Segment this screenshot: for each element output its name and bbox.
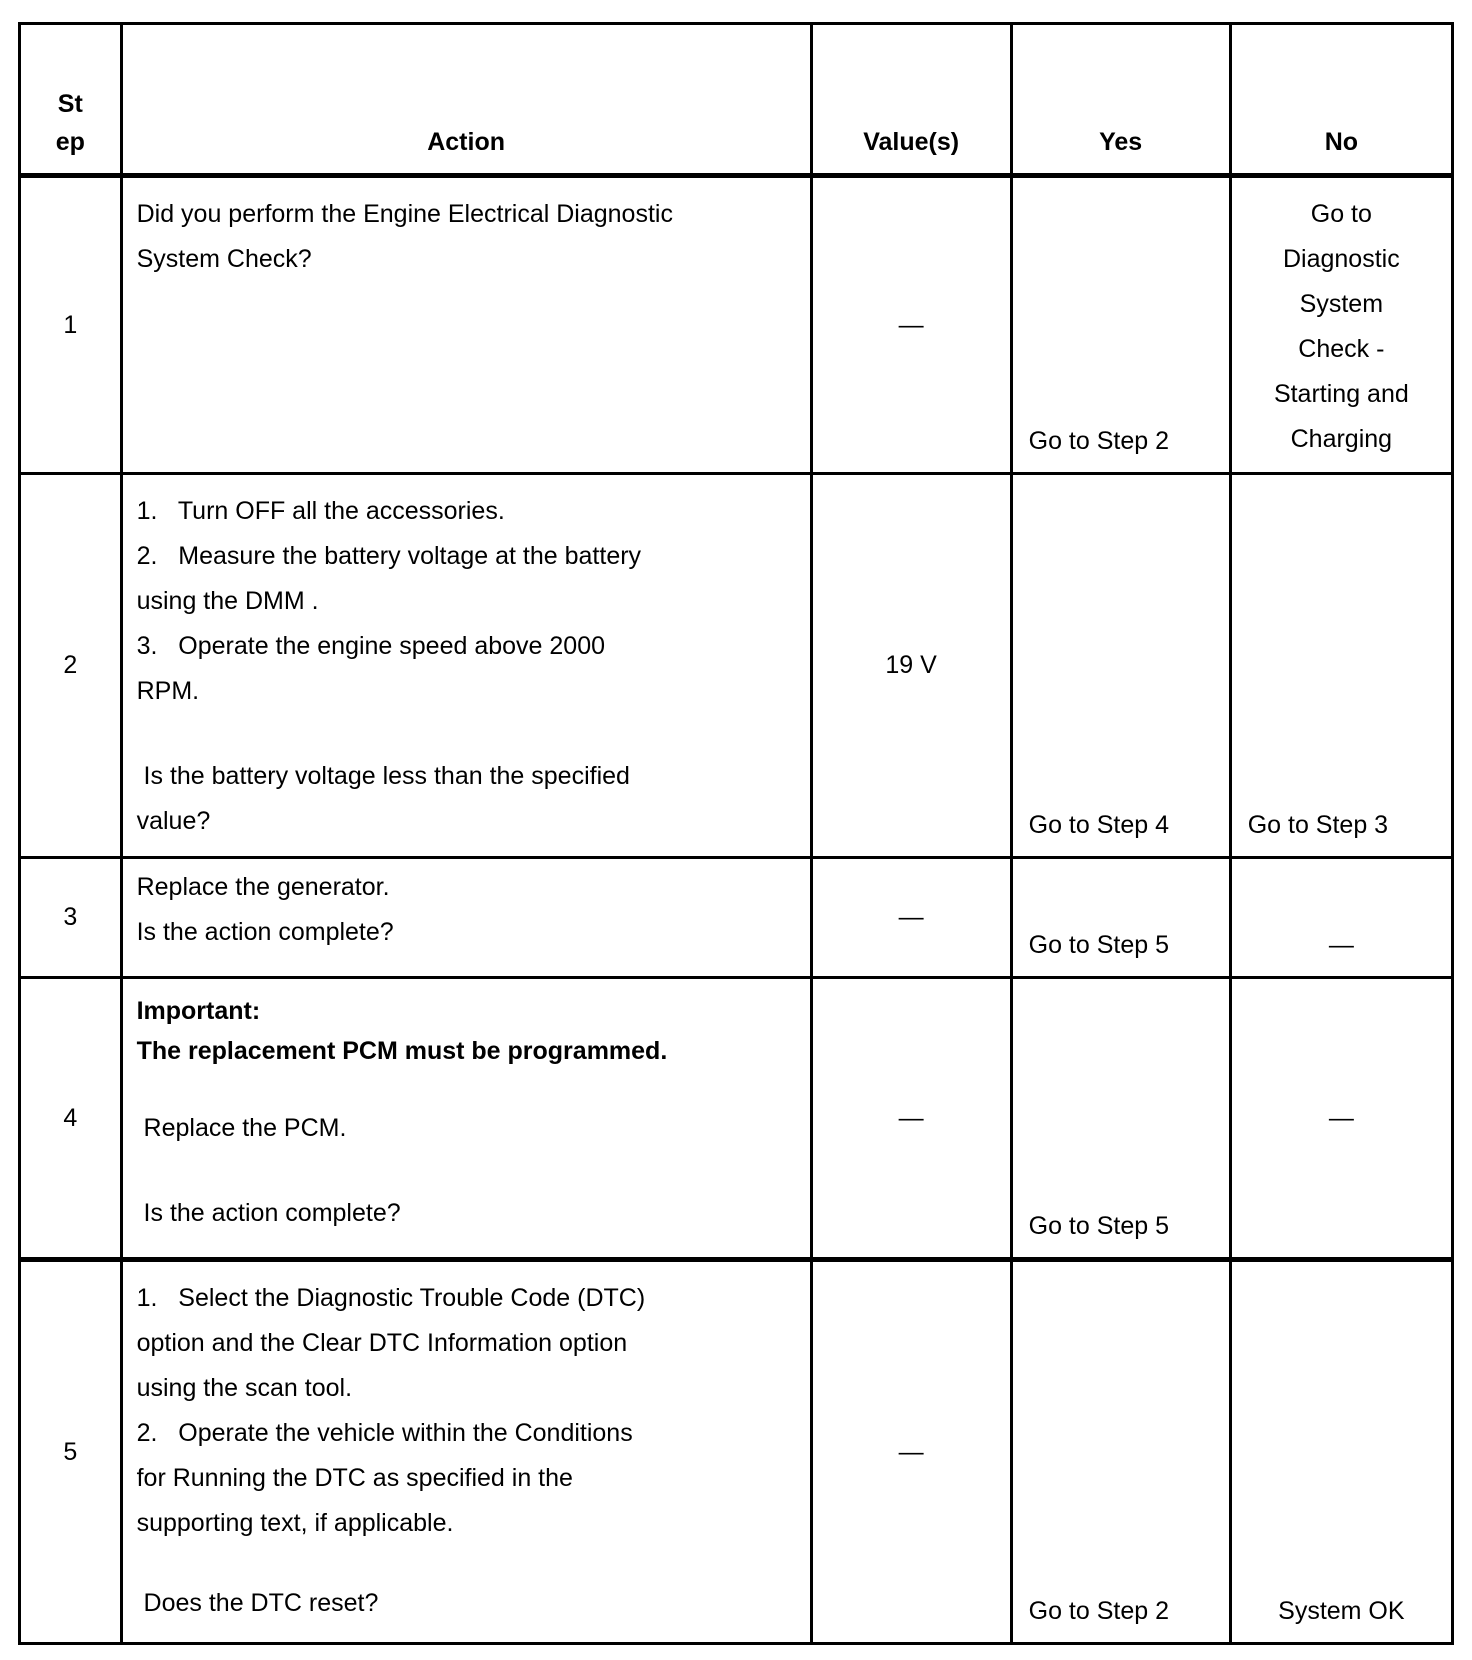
action-cell: Replace the generator. Is the action complete? [121, 858, 811, 978]
action-cell: Important: The replacement PCM must be programmed. Replace the PCM. Is the action complete? [121, 978, 811, 1260]
important-label: Important: [136, 997, 261, 1025]
no-cell: Go to Diagnostic System Check - Starting and Charging [1230, 176, 1452, 474]
step-number: 1 [20, 176, 122, 474]
value-cell: — [811, 176, 1011, 474]
yes-cell: Go to Step 5 [1011, 978, 1230, 1260]
header-values: Value(s) [811, 24, 1011, 176]
important-note: The replacement PCM must be programmed. [136, 1037, 668, 1065]
action-cell: 1. Turn OFF all the accessories. 2. Measure the battery voltage at the battery using the DMM . 3. Operate the engine speed above 2000 RPM. Is the battery voltage less than the specified value? [121, 474, 811, 858]
no-cell: — [1230, 978, 1452, 1260]
table-row [20, 176, 1453, 474]
yes-cell: Go to Step 2 [1011, 176, 1230, 474]
header-row [20, 24, 1453, 176]
value-cell: — [811, 1260, 1011, 1644]
action-cell: Did you perform the Engine Electrical Diagnostic System Check? [121, 176, 811, 474]
value-cell: 19 V [811, 474, 1011, 858]
no-cell: System OK [1230, 1260, 1452, 1644]
table-row [20, 474, 1453, 858]
yes-cell: Go to Step 5 [1011, 858, 1230, 978]
yes-cell: Go to Step 4 [1011, 474, 1230, 858]
no-cell: Go to Step 3 [1230, 474, 1452, 858]
table-row [20, 978, 1453, 1260]
header-no: No [1230, 24, 1452, 176]
table-row [20, 858, 1453, 978]
yes-cell: Go to Step 2 [1011, 1260, 1230, 1644]
value-cell: — [811, 858, 1011, 978]
action-cell: 1. Select the Diagnostic Trouble Code (DTC) option and the Clear DTC Information option using the scan tool. 2. Operate the vehicle within the Conditions for Running the DTC as specified in the supporting text, if applicable. Does the DTC reset? [121, 1260, 811, 1644]
diagnostic-table [18, 22, 1454, 1645]
header-step: St ep [20, 24, 122, 176]
table-row [20, 1260, 1453, 1644]
value-cell: — [811, 978, 1011, 1260]
step-number: 4 [20, 978, 122, 1260]
header-yes: Yes [1011, 24, 1230, 176]
no-cell: — [1230, 858, 1452, 978]
step-number: 5 [20, 1260, 122, 1644]
step-number: 3 [20, 858, 122, 978]
header-action: Action [121, 24, 811, 176]
step-number: 2 [20, 474, 122, 858]
